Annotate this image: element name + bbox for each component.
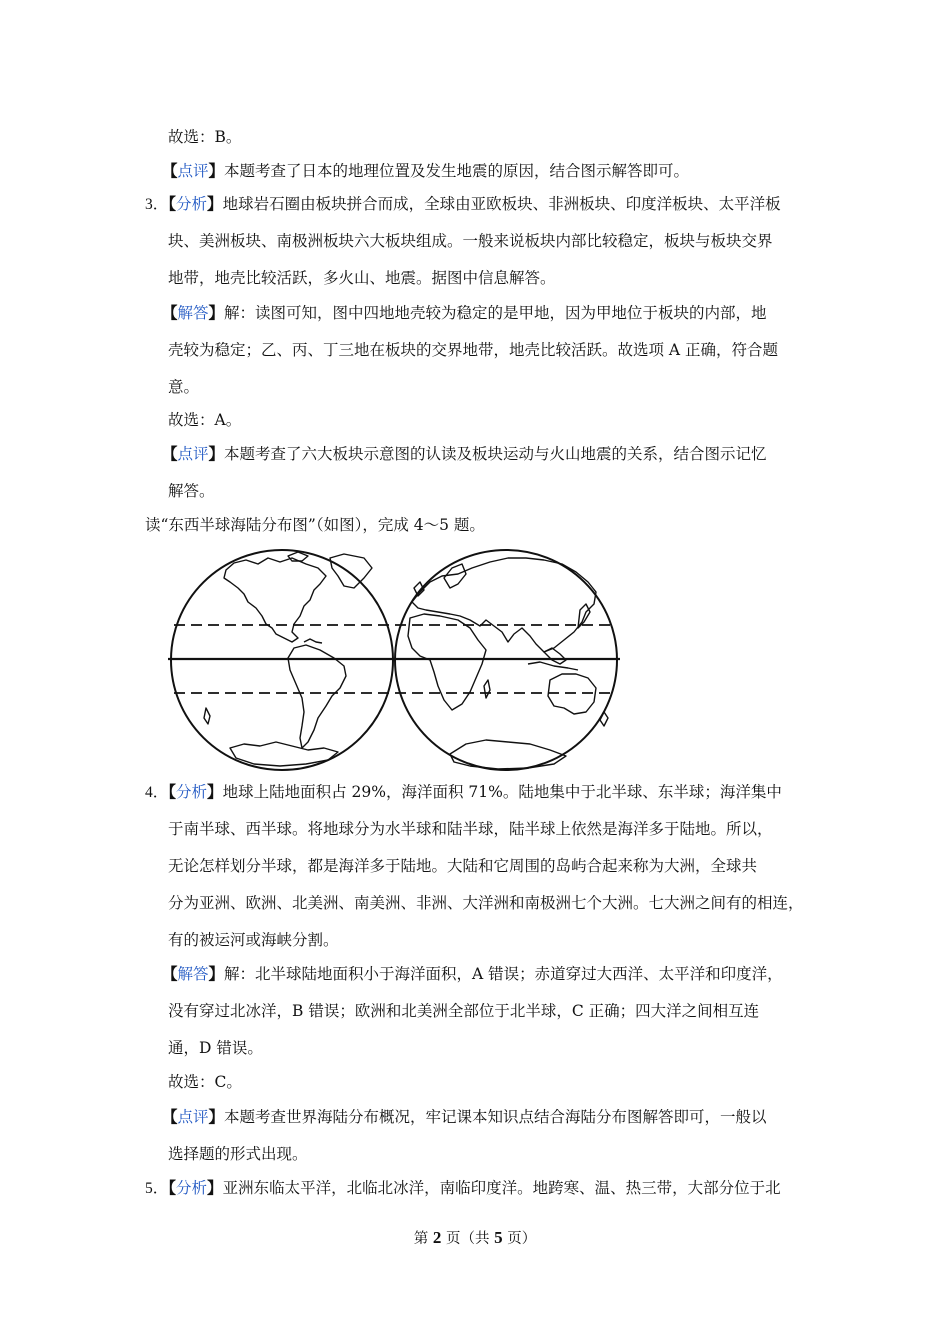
- text-line: 通，D 错误。: [168, 1039, 263, 1057]
- question-number: 5．: [145, 1180, 169, 1197]
- text-line: 于南半球、西半球。将地球分为水半球和陆半球，陆半球上依然是海洋多于陆地。所以，: [168, 820, 773, 838]
- indonesia-outline: [528, 662, 578, 670]
- question-number: 4．: [145, 784, 169, 801]
- greenland-outline: [330, 554, 372, 588]
- analysis-text: 地球岩石圈由板块拼合而成，全球由亚欧板块、非洲板块、印度洋板块、太平洋板: [222, 195, 781, 213]
- answer-choice-line: 故选：A。: [168, 411, 242, 429]
- comment-tag: 【点评】: [162, 161, 225, 180]
- south-america-outline: [288, 645, 346, 748]
- comment-line: [162, 444, 767, 464]
- instruction-line: 读“东西半球海陆分布图”（如图），完成 4～5 题。: [145, 516, 485, 534]
- text-line: 解答。: [168, 482, 215, 500]
- antarctica-east-outline: [450, 740, 566, 769]
- pacific-island-outline: [204, 708, 210, 724]
- new-zealand-outline: [600, 712, 608, 726]
- text-line: 选择题的形式出现。: [168, 1145, 308, 1163]
- australia-outline: [548, 674, 596, 714]
- caribbean-islands-outline: [304, 639, 322, 643]
- text-line: 块、美洲板块、南极洲板块六大板块组成。一般来说板块内部比较稳定，板块与板块交界: [168, 232, 773, 250]
- answer-tag: 【解答】: [162, 303, 225, 322]
- text-line: 壳较为稳定；乙、丙、丁三地在板块的交界地带，地壳比较活跃。故选项 A 正确，符合题: [168, 341, 779, 359]
- analysis-tag: 【分析】: [168, 194, 223, 213]
- answer-line: [162, 964, 783, 984]
- answer-text: 解：读图可知，图中四地地壳较为稳定的是甲地，因为甲地位于板块的内部，地: [224, 304, 767, 322]
- answer-text: 解：北半球陆地面积小于海洋面积，A 错误；赤道穿过大西洋、太平洋和印度洋，: [224, 965, 783, 983]
- africa-outline: [408, 614, 486, 710]
- q3-analysis-line: [145, 194, 781, 215]
- answer-line: [162, 303, 767, 323]
- question-number: 3．: [145, 196, 169, 213]
- comment-line: [162, 1107, 767, 1127]
- footer-prefix: 第: [413, 1231, 433, 1247]
- page-footer: [0, 1228, 950, 1249]
- north-america-outline: [224, 558, 326, 642]
- footer-mid: 页（共: [441, 1231, 495, 1247]
- comment-tag: 【点评】: [162, 444, 225, 463]
- southeast-asia-islands-outline: [544, 648, 566, 664]
- analysis-text: 地球上陆地面积占 29%，海洋面积 71%。陆地集中于北半球、东半球；海洋集中: [222, 783, 782, 801]
- analysis-tag: 【分析】: [168, 1178, 223, 1197]
- current-page-number: 2: [432, 1228, 442, 1247]
- comment-text: 本题考查世界海陆分布概况，牢记课本知识点结合海陆分布图解答即可，一般以: [224, 1108, 767, 1126]
- text-line: 分为亚洲、欧洲、北美洲、南美洲、非洲、大洋洲和南极洲七个大洲。七大洲之间有的相连，: [168, 894, 804, 912]
- comment-text: 本题考查了六大板块示意图的认读及板块运动与火山地震的关系，结合图示记忆: [224, 445, 767, 463]
- text-line: 意。: [168, 378, 200, 396]
- hemispheres-map: [168, 548, 620, 773]
- text-line: 无论怎样划分半球，都是海洋多于陆地。大陆和它周围的岛屿合起来称为大洲，全球共: [168, 857, 758, 875]
- comment-text: 本题考查了日本的地理位置及发生地震的原因，结合图示解答即可。: [224, 162, 690, 180]
- comment-tag: 【点评】: [162, 1107, 225, 1126]
- analysis-text: 亚洲东临太平洋，北临北冰洋，南临印度洋。地跨寒、温、热三带，大部分位于北: [222, 1179, 781, 1197]
- text-line: 地带，地壳比较活跃，多火山、地震。据图中信息解答。: [168, 269, 556, 287]
- answer-tag: 【解答】: [162, 964, 225, 983]
- comment-line: [162, 161, 689, 181]
- q5-analysis-line: [145, 1178, 781, 1199]
- total-page-count: 5: [494, 1228, 503, 1247]
- answer-choice-line: 故选：B。: [168, 128, 242, 146]
- madagascar-outline: [484, 680, 490, 698]
- footer-suffix: 页）: [502, 1231, 537, 1247]
- text-line: 没有穿过北冰洋，B 错误；欧洲和北美洲全部位于北半球，C 正确；四大洋之间相互连: [168, 1002, 760, 1020]
- q4-analysis-line: [145, 782, 782, 803]
- text-line: 有的被运河或海峡分割。: [168, 931, 339, 949]
- analysis-tag: 【分析】: [168, 782, 223, 801]
- answer-choice-line: 故选：C。: [168, 1073, 242, 1091]
